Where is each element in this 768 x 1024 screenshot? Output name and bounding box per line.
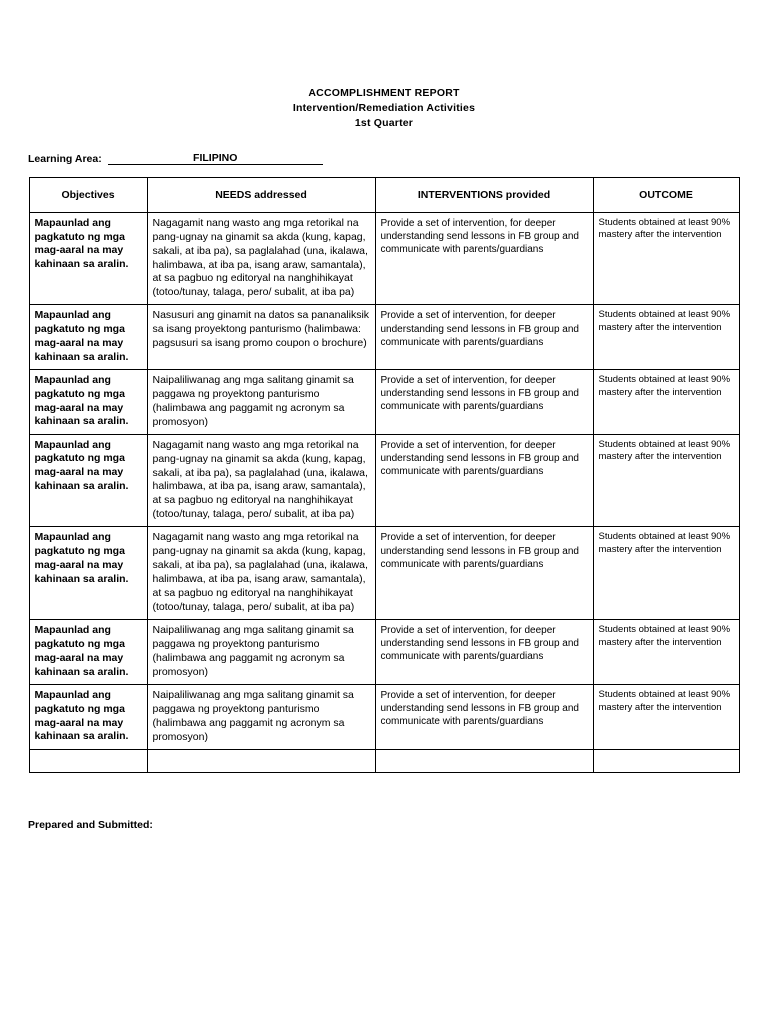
table-header-row [29,177,739,212]
cell-interventions: Provide a set of intervention, for deeper understanding send lessons in FB group and communicate with parents/guardians [375,684,593,749]
cell-objective: Mapaunlad ang pagkatuto ng mga mag-aaral na may kahinaan sa aralin. [29,684,147,749]
column-header-outcome: OUTCOME [593,177,739,212]
cell-needs: Nagagamit nang wasto ang mga retorikal na pang-ugnay na ginamit sa akda (kung, kapag, sakali, at iba pa), sa paglalahad (una, ikalawa, halimbawa, at iba pa, isang araw, samantala), at sa pagbuo ng editoryal na nanghihikayat (totoo/tunay, talaga, pero/ subalit, at iba pa) [147,212,375,305]
cell-outcome: Students obtained at least 90% mastery after the intervention [593,434,739,527]
cell-needs: Nagagamit nang wasto ang mga retorikal na pang-ugnay na ginamit sa akda (kung, kapag, sakali, at iba pa), sa paglalahad (una, ikalawa, halimbawa, at iba pa, isang araw, samantala), at sa pagbuo ng editoryal na nanghihikayat (totoo/tunay, talaga, pero/ subalit, at iba pa) [147,527,375,620]
cell-outcome [593,749,739,772]
cell-needs: Nagagamit nang wasto ang mga retorikal na pang-ugnay na ginamit sa akda (kung, kapag, sakali, at iba pa), sa paglalahad (una, ikalawa, halimbawa, at iba pa, isang araw, samantala), at sa pagbuo ng editoryal na nanghihikayat (totoo/tunay, talaga, pero/ subalit, at iba pa) [147,434,375,527]
table-row [29,684,739,749]
cell-interventions: Provide a set of intervention, for deeper understanding send lessons in FB group and communicate with parents/guardians [375,620,593,685]
table-row [29,305,739,369]
table-row-empty [29,749,739,772]
cell-outcome: Students obtained at least 90% mastery after the intervention [593,620,739,685]
report-quarter: 1st Quarter [354,117,414,130]
learning-area-label: Learning Area: [28,152,102,165]
cell-outcome: Students obtained at least 90% mastery after the intervention [593,369,739,434]
report-title: ACCOMPLISHMENT REPORT [308,87,460,99]
report-subtitle: Intervention/Remediation Activities [292,102,476,115]
cell-needs [147,749,375,772]
cell-needs: Naipaliliwanag ang mga salitang ginamit sa paggawa ng proyektong panturismo (halimbawa ang paggamit ng acronym sa promosyon) [147,620,375,685]
table-row [29,212,739,305]
column-header-interventions: INTERVENTIONS provided [375,177,593,212]
table-row [29,369,739,434]
learning-area-value: FILIPINO [108,152,323,165]
cell-interventions [375,749,593,772]
cell-outcome: Students obtained at least 90% mastery after the intervention [593,305,739,369]
table-row [29,620,739,685]
column-header-objectives: Objectives [29,177,147,212]
prepared-and-submitted-label: Prepared and Submitted: [28,818,153,831]
cell-objective: Mapaunlad ang pagkatuto ng mga mag-aaral na may kahinaan sa aralin. [29,212,147,305]
cell-outcome: Students obtained at least 90% mastery after the intervention [593,212,739,305]
learning-area-row [28,152,768,165]
cell-interventions: Provide a set of intervention, for deeper understanding send lessons in FB group and communicate with parents/guardians [375,305,593,369]
cell-objective: Mapaunlad ang pagkatuto ng mga mag-aaral na may kahinaan sa aralin. [29,620,147,685]
cell-objective: Mapaunlad ang pagkatuto ng mga mag-aaral na may kahinaan sa aralin. [29,305,147,369]
cell-objective: Mapaunlad ang pagkatuto ng mga mag-aaral na may kahinaan sa aralin. [29,527,147,620]
cell-needs: Naipaliliwanag ang mga salitang ginamit sa paggawa ng proyektong panturismo (halimbawa ang paggamit ng acronym sa promosyon) [147,369,375,434]
accomplishment-table [29,177,740,773]
table-row [29,434,739,527]
document-header [0,86,768,132]
cell-objective: Mapaunlad ang pagkatuto ng mga mag-aaral na may kahinaan sa aralin. [29,434,147,527]
column-header-needs: NEEDS addressed [147,177,375,212]
cell-outcome: Students obtained at least 90% mastery after the intervention [593,527,739,620]
cell-interventions: Provide a set of intervention, for deeper understanding send lessons in FB group and communicate with parents/guardians [375,212,593,305]
table-row [29,527,739,620]
cell-interventions: Provide a set of intervention, for deeper understanding send lessons in FB group and communicate with parents/guardians [375,434,593,527]
cell-objective [29,749,147,772]
cell-outcome: Students obtained at least 90% mastery after the intervention [593,684,739,749]
cell-objective: Mapaunlad ang pagkatuto ng mga mag-aaral na may kahinaan sa aralin. [29,369,147,434]
cell-needs: Nasusuri ang ginamit na datos sa pananaliksik sa isang proyektong panturismo (halimbawa: pagsusuri sa isang promo coupon o brochure) [147,305,375,369]
cell-interventions: Provide a set of intervention, for deeper understanding send lessons in FB group and communicate with parents/guardians [375,369,593,434]
cell-interventions: Provide a set of intervention, for deeper understanding send lessons in FB group and communicate with parents/guardians [375,527,593,620]
cell-needs: Naipaliliwanag ang mga salitang ginamit sa paggawa ng proyektong panturismo (halimbawa ang paggamit ng acronym sa promosyon) [147,684,375,749]
